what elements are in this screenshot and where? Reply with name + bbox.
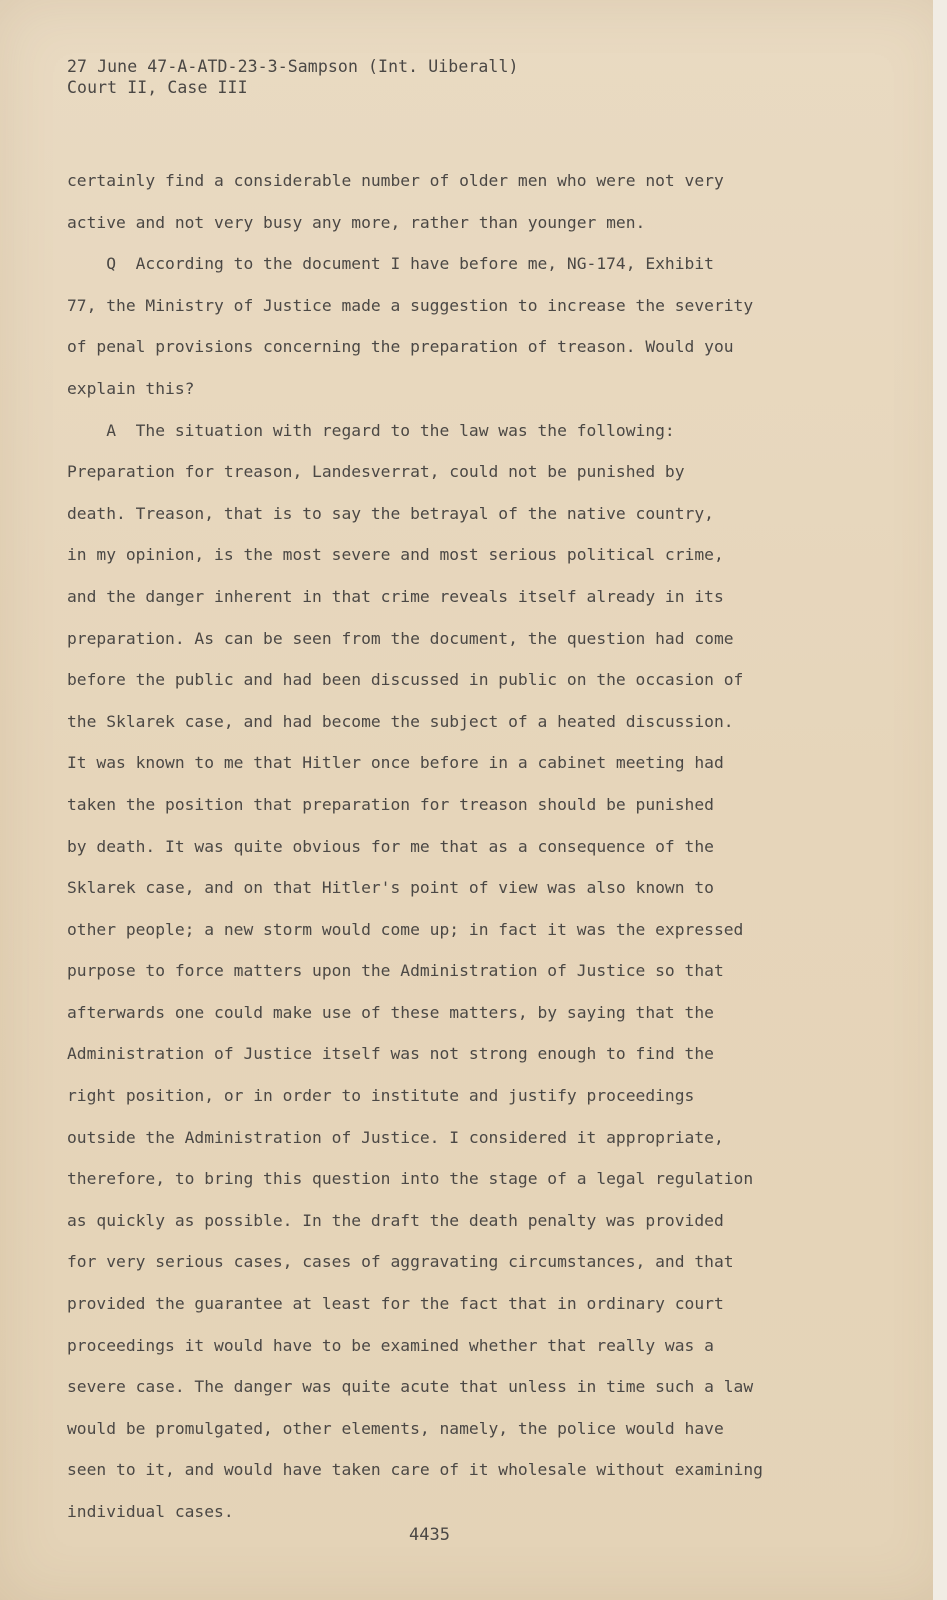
text-line: individual cases. [67, 1502, 234, 1521]
text-line: A The situation with regard to the law was the following: [67, 420, 675, 440]
text-line: Administration of Justice itself was not strong enough to find the [67, 1044, 714, 1064]
text-line: 77, the Ministry of Justice made a suggestion to increase the severity [67, 295, 754, 315]
text-line: Preparation for treason, Landesverrat, could not be punished by [67, 462, 685, 482]
text-line: other people; a new storm would come up; in fact it was the expressed [67, 919, 744, 939]
text-line: Sklarek case, and on that Hitler's point of view was also known to [67, 878, 714, 898]
text-line: proceedings it would have to be examined whether that really was a [67, 1335, 714, 1355]
text-line: and the danger inherent in that crime reveals itself already in its [67, 586, 724, 606]
text-line: right position, or in order to institute and justify proceedings [67, 1086, 695, 1106]
header-line-2: Court II, Case III [67, 78, 248, 97]
text-line: death. Treason, that is to say the betrayal of the native country, [67, 503, 714, 523]
text-line: certainly find a considerable number of older men who were not very [67, 171, 724, 190]
text-line: It was known to me that Hitler once before in a cabinet meeting had [67, 753, 724, 773]
text-line: as quickly as possible. In the draft the death penalty was provided [67, 1210, 724, 1230]
text-line: seen to it, and would have taken care of it wholesale without examining [67, 1460, 763, 1480]
document-header [67, 56, 519, 98]
text-line: the Sklarek case, and had become the subject of a heated discussion. [67, 711, 734, 731]
text-line: in my opinion, is the most severe and most serious political crime, [67, 545, 724, 565]
text-line: by death. It was quite obvious for me that as a consequence of the [67, 836, 714, 856]
text-line: of penal provisions concerning the preparation of treason. Would you [67, 337, 734, 357]
text-line: preparation. As can be seen from the document, the question had come [67, 628, 734, 648]
text-line: active and not very busy any more, rather than younger men. [67, 212, 646, 232]
text-line: taken the position that preparation for treason should be punished [67, 794, 714, 814]
text-line: therefore, to bring this question into the stage of a legal regulation [67, 1169, 754, 1189]
text-line: for very serious cases, cases of aggravating circumstances, and that [67, 1252, 734, 1272]
text-line: purpose to force matters upon the Administration of Justice so that [67, 961, 724, 981]
text-line: afterwards one could make use of these matters, by saying that the [67, 1002, 714, 1022]
page-number: 4435 [409, 1525, 450, 1545]
text-line: provided the guarantee at least for the fact that in ordinary court [67, 1294, 724, 1314]
text-line: would be promulgated, other elements, namely, the police would have [67, 1418, 724, 1438]
header-line-1: 27 June 47-A-ATD-23-3-Sampson (Int. Uiberall) [67, 57, 519, 76]
text-line: before the public and had been discussed in public on the occasion of [67, 670, 744, 690]
page-edge [933, 0, 947, 1600]
text-line: severe case. The danger was quite acute that unless in time such a law [67, 1377, 754, 1397]
text-line: outside the Administration of Justice. I considered it appropriate, [67, 1127, 724, 1147]
text-line: Q According to the document I have before me, NG-174, Exhibit [67, 254, 714, 274]
transcript-body [67, 160, 763, 1533]
text-line: explain this? [67, 378, 195, 398]
